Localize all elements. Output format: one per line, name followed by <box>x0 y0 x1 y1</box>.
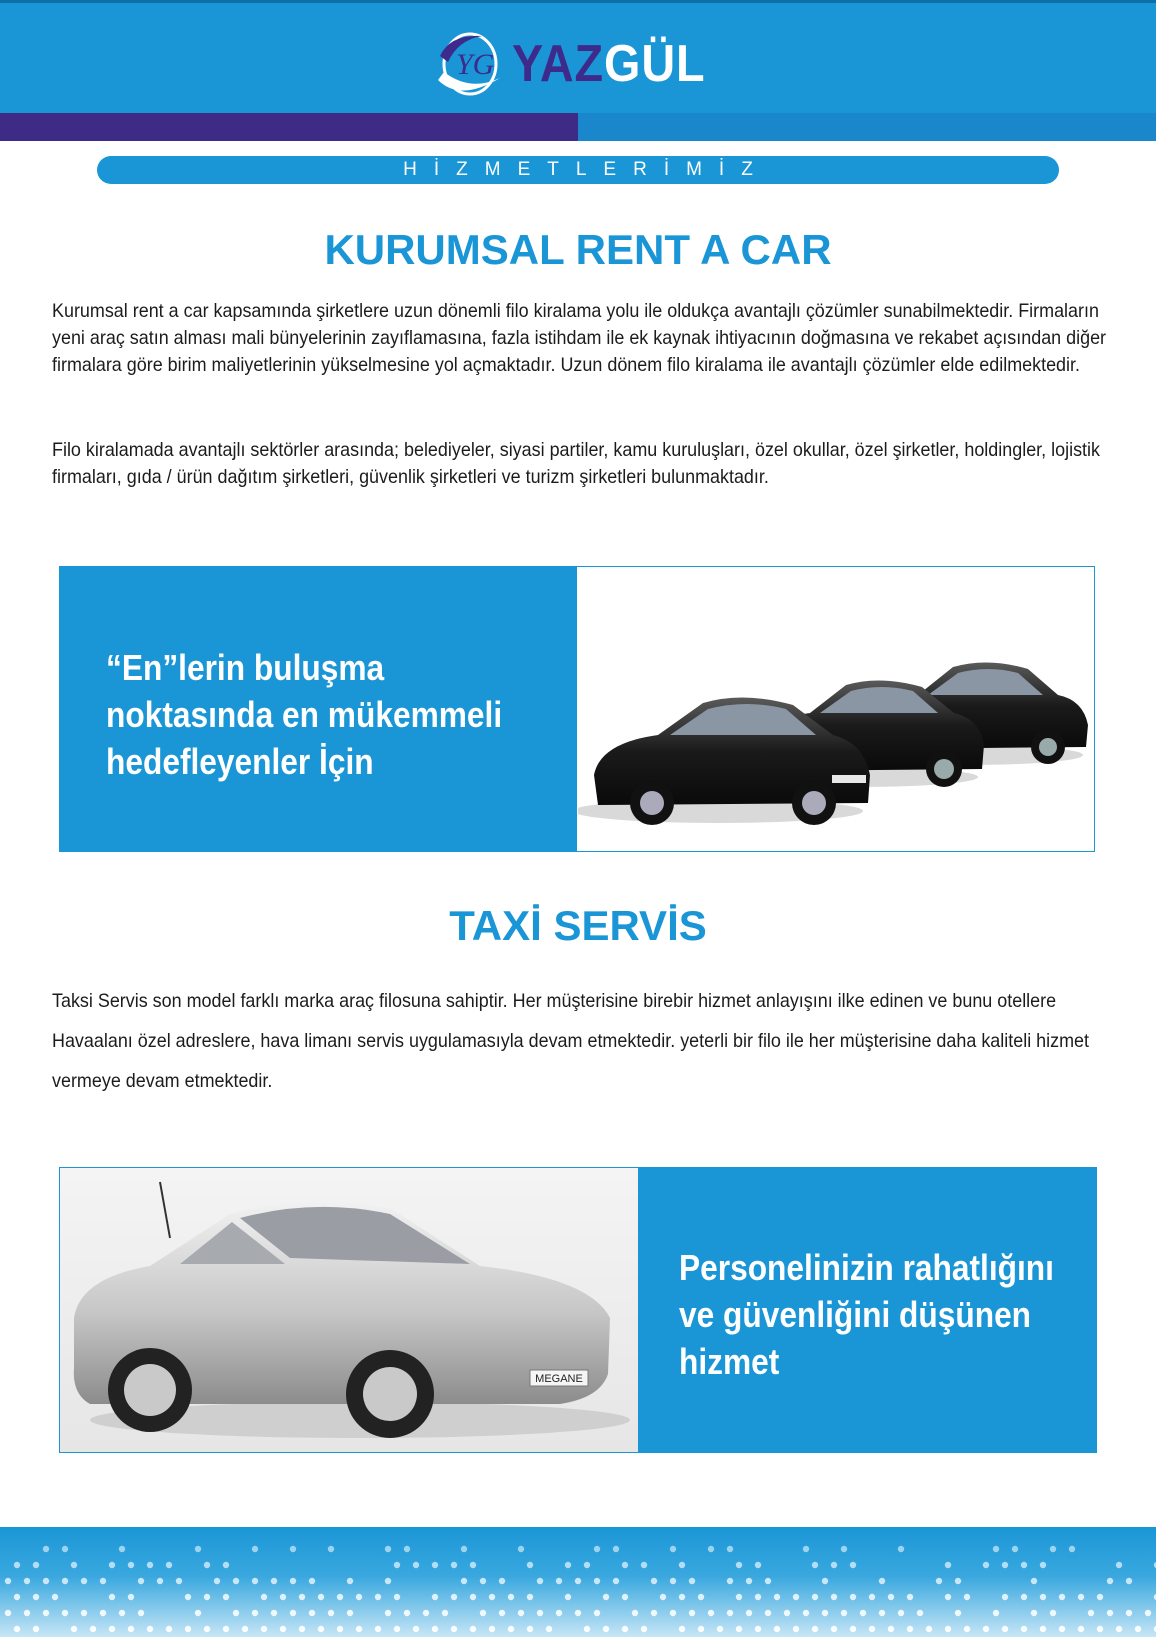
footer-dot <box>1107 1578 1113 1584</box>
footer-dot <box>945 1626 951 1632</box>
footer-dot <box>480 1578 486 1584</box>
footer-dot <box>347 1610 353 1616</box>
black-sedans-image <box>578 567 1095 851</box>
footer-dot <box>518 1546 524 1552</box>
footer-dot <box>499 1578 505 1584</box>
footer-dot <box>280 1626 286 1632</box>
footer-dot <box>727 1610 733 1616</box>
footer-dot <box>147 1626 153 1632</box>
footer-dot <box>955 1610 961 1616</box>
footer-dot <box>622 1562 628 1568</box>
footer-dot <box>1021 1562 1027 1568</box>
footer-dot <box>14 1562 20 1568</box>
footer-dot <box>869 1594 875 1600</box>
footer-dot <box>603 1626 609 1632</box>
services-banner <box>97 156 1059 184</box>
footer-dot <box>432 1594 438 1600</box>
footer-dot <box>109 1562 115 1568</box>
rent-promo-panel <box>59 566 577 852</box>
footer-dot <box>765 1610 771 1616</box>
footer-dot <box>898 1546 904 1552</box>
footer-dot <box>907 1626 913 1632</box>
footer-dot <box>432 1562 438 1568</box>
footer-dot <box>128 1626 134 1632</box>
footer-dot <box>185 1626 191 1632</box>
footer-dot <box>945 1594 951 1600</box>
footer-dot <box>62 1610 68 1616</box>
footer-dot <box>917 1610 923 1616</box>
rent-promo-line: hedefleyenler İçin <box>106 741 374 782</box>
footer-dot <box>176 1578 182 1584</box>
footer-dot <box>81 1578 87 1584</box>
footer-dot <box>708 1610 714 1616</box>
footer-dot <box>850 1626 856 1632</box>
footer-dot <box>784 1610 790 1616</box>
footer-dot <box>90 1626 96 1632</box>
footer-dot <box>812 1594 818 1600</box>
footer-dot <box>261 1626 267 1632</box>
footer-dot <box>1021 1594 1027 1600</box>
footer-dot <box>442 1610 448 1616</box>
footer-dot <box>33 1562 39 1568</box>
footer-dot <box>613 1578 619 1584</box>
footer-dot <box>736 1562 742 1568</box>
footer-dot <box>204 1626 210 1632</box>
footer-dot <box>622 1626 628 1632</box>
footer-dot <box>632 1610 638 1616</box>
rent-promo-box <box>59 566 1095 852</box>
footer-dot <box>765 1578 771 1584</box>
footer-dot <box>499 1610 505 1616</box>
footer-dot <box>841 1546 847 1552</box>
brand-name-yaz: YAZ <box>512 35 605 93</box>
footer-dot <box>926 1626 932 1632</box>
footer-dot <box>907 1594 913 1600</box>
silver-convertible-image <box>60 1168 638 1452</box>
footer-dot <box>556 1578 562 1584</box>
footer-dot <box>214 1578 220 1584</box>
footer-dot <box>1107 1610 1113 1616</box>
footer-dot <box>394 1626 400 1632</box>
footer-dot <box>204 1594 210 1600</box>
footer-dot <box>746 1610 752 1616</box>
footer-dot <box>1040 1594 1046 1600</box>
footer-dot <box>33 1594 39 1600</box>
footer-dot <box>328 1546 334 1552</box>
footer-dot <box>584 1626 590 1632</box>
footer-dot <box>736 1626 742 1632</box>
footer-dot <box>822 1578 828 1584</box>
footer-dot <box>850 1562 856 1568</box>
footer-dot <box>271 1610 277 1616</box>
logo-emblem-icon <box>430 28 510 100</box>
footer-dot <box>603 1594 609 1600</box>
footer-dot <box>100 1610 106 1616</box>
footer-dot <box>147 1562 153 1568</box>
footer-dot <box>812 1626 818 1632</box>
footer-dot <box>119 1610 125 1616</box>
footer-dot <box>24 1610 30 1616</box>
footer-dot <box>242 1626 248 1632</box>
footer-dot <box>850 1594 856 1600</box>
footer-dot <box>537 1578 543 1584</box>
footer-dot <box>1078 1626 1084 1632</box>
footer-dot <box>252 1610 258 1616</box>
footer-dot <box>983 1626 989 1632</box>
footer-dot <box>774 1594 780 1600</box>
footer-dot <box>337 1626 343 1632</box>
footer-dot <box>613 1546 619 1552</box>
footer-dot <box>33 1626 39 1632</box>
taxi-promo-line: Personelinizin rahatlığını <box>679 1247 1054 1288</box>
footer-dot <box>43 1610 49 1616</box>
footer-dot <box>1116 1562 1122 1568</box>
footer-dot <box>413 1562 419 1568</box>
footer-dot <box>679 1626 685 1632</box>
footer-dot <box>983 1562 989 1568</box>
footer-dot <box>413 1626 419 1632</box>
footer-dot <box>803 1546 809 1552</box>
footer-dot <box>945 1562 951 1568</box>
footer-dot <box>898 1610 904 1616</box>
footer-dot <box>860 1610 866 1616</box>
footer-dot <box>43 1578 49 1584</box>
footer-dot <box>774 1626 780 1632</box>
footer-dot <box>480 1610 486 1616</box>
footer-dot <box>1126 1610 1132 1616</box>
footer-dot <box>803 1610 809 1616</box>
footer-dot <box>318 1626 324 1632</box>
footer-dot <box>708 1546 714 1552</box>
footer-dot <box>955 1578 961 1584</box>
footer-dot <box>831 1594 837 1600</box>
footer-dot <box>727 1546 733 1552</box>
footer-dot <box>698 1594 704 1600</box>
footer-dot <box>185 1594 191 1600</box>
footer-dot <box>318 1594 324 1600</box>
footer-dot <box>508 1594 514 1600</box>
footer-dot <box>964 1626 970 1632</box>
footer-dot <box>1135 1626 1141 1632</box>
taxi-paragraph: Taksi Servis son model farklı marka araç filosuna sahiptir. Her müşterisine birebir hizmet anlayışını ilke edinen ve bunu otellere Havaalanı özel adreslere, hava limanı servis uygulamasıyla devam etmektedir. yeterli bir filo ile her müşterisine daha kaliteli hizmet vermeye devam etmektedir. <box>52 990 1090 1092</box>
footer-dot <box>252 1546 258 1552</box>
brand-name <box>512 34 706 94</box>
footer-dot <box>755 1562 761 1568</box>
footer-dot <box>641 1626 647 1632</box>
footer-dot <box>622 1594 628 1600</box>
footer-dot <box>204 1562 210 1568</box>
footer-dot <box>670 1546 676 1552</box>
rent-section-title: KURUMSAL RENT A CAR <box>324 226 832 273</box>
footer-dot <box>689 1578 695 1584</box>
footer-dot <box>1012 1546 1018 1552</box>
footer-dot <box>233 1578 239 1584</box>
footer-dot <box>347 1578 353 1584</box>
footer-dot <box>793 1626 799 1632</box>
taxi-promo-box <box>59 1167 1095 1453</box>
footer-dot <box>385 1578 391 1584</box>
footer-dot <box>1097 1626 1103 1632</box>
footer-dot <box>109 1594 115 1600</box>
footer-dot <box>841 1610 847 1616</box>
taxi-promo-line: hizmet <box>679 1341 780 1382</box>
services-banner-label: HİZMETLERİMİZ <box>403 159 770 180</box>
footer-dot <box>1059 1626 1065 1632</box>
footer-dot <box>584 1562 590 1568</box>
footer-dot <box>470 1626 476 1632</box>
footer-dot <box>470 1594 476 1600</box>
footer-dot <box>660 1594 666 1600</box>
footer-dot <box>233 1610 239 1616</box>
footer-dot <box>157 1578 163 1584</box>
footer-dots-decoration <box>0 1527 1156 1637</box>
footer-dot <box>223 1562 229 1568</box>
car-badge: MEGANE <box>535 1373 583 1385</box>
footer-dot <box>423 1610 429 1616</box>
footer-dot <box>698 1626 704 1632</box>
footer-dot <box>1031 1610 1037 1616</box>
footer-dot <box>5 1610 11 1616</box>
footer-dot <box>24 1578 30 1584</box>
footer-dot <box>822 1610 828 1616</box>
footer-dot <box>489 1626 495 1632</box>
footer-dot <box>831 1626 837 1632</box>
footer-dot <box>309 1610 315 1616</box>
header-top-line <box>0 0 1156 3</box>
footer-dot <box>356 1594 362 1600</box>
footer-dot <box>261 1594 267 1600</box>
footer-dot <box>527 1562 533 1568</box>
footer-dot <box>138 1578 144 1584</box>
footer-dot <box>109 1626 115 1632</box>
footer-dot <box>527 1594 533 1600</box>
footer-dot <box>5 1578 11 1584</box>
footer-dot <box>670 1610 676 1616</box>
footer-dot <box>812 1562 818 1568</box>
footer-dot <box>1050 1546 1056 1552</box>
footer-dot <box>62 1546 68 1552</box>
footer-dot <box>888 1626 894 1632</box>
footer-dot <box>309 1578 315 1584</box>
header-banner <box>0 0 1156 113</box>
footer-dot <box>869 1626 875 1632</box>
rent-promo-line: noktasında en mükemmeli <box>106 694 503 735</box>
brand-name-gul: GÜL <box>604 35 706 93</box>
footer-dot <box>1021 1626 1027 1632</box>
footer-dot <box>575 1610 581 1616</box>
footer-dot <box>1126 1578 1132 1584</box>
footer-dot <box>166 1626 172 1632</box>
brand-logo <box>430 28 727 100</box>
footer-dot <box>299 1626 305 1632</box>
footer-dot <box>755 1626 761 1632</box>
footer-dot <box>71 1562 77 1568</box>
footer-dot <box>993 1546 999 1552</box>
footer-dot <box>62 1578 68 1584</box>
footer-dot <box>527 1626 533 1632</box>
footer-dot <box>252 1578 258 1584</box>
footer-dot <box>964 1594 970 1600</box>
footer-dot <box>81 1610 87 1616</box>
footer-dot <box>100 1578 106 1584</box>
footer-dot <box>14 1594 20 1600</box>
footer-dot <box>1040 1562 1046 1568</box>
footer-dot <box>594 1578 600 1584</box>
footer-dot <box>1069 1546 1075 1552</box>
footer-dot <box>1059 1594 1065 1600</box>
footer-dot <box>223 1594 229 1600</box>
footer-dot <box>641 1562 647 1568</box>
footer-dot <box>385 1610 391 1616</box>
footer-dot <box>375 1594 381 1600</box>
footer-dot <box>404 1610 410 1616</box>
footer-dot <box>138 1610 144 1616</box>
footer-dot <box>717 1626 723 1632</box>
footer-dot <box>736 1594 742 1600</box>
taxi-promo-text <box>679 1244 1101 1385</box>
footer-dot <box>1031 1578 1037 1584</box>
footer-dot <box>394 1562 400 1568</box>
svg-text:YG: YG <box>456 48 495 81</box>
footer-dot <box>879 1610 885 1616</box>
footer-dot <box>727 1578 733 1584</box>
footer-dot <box>1116 1626 1122 1632</box>
footer-dot <box>556 1610 562 1616</box>
footer-dot <box>195 1546 201 1552</box>
footer-dot <box>1002 1562 1008 1568</box>
taxi-promo-panel <box>638 1167 1097 1453</box>
footer-dot <box>1078 1594 1084 1600</box>
footer-dot <box>337 1594 343 1600</box>
footer-dot <box>1097 1594 1103 1600</box>
footer-dot <box>936 1578 942 1584</box>
footer-dot <box>594 1546 600 1552</box>
rent-promo-text <box>106 644 528 785</box>
footer-dot <box>1040 1626 1046 1632</box>
footer-dot-pattern <box>0 1527 1156 1637</box>
footer-dot <box>119 1546 125 1552</box>
footer-dot <box>993 1610 999 1616</box>
footer-dot <box>518 1610 524 1616</box>
footer-dot <box>328 1610 334 1616</box>
footer-dot <box>394 1594 400 1600</box>
footer-dot <box>575 1578 581 1584</box>
footer-dot <box>195 1610 201 1616</box>
footer-dot <box>356 1626 362 1632</box>
footer-dot <box>470 1562 476 1568</box>
rent-promo-line: “En”lerin buluşma <box>106 647 385 688</box>
footer-dot <box>404 1546 410 1552</box>
footer-dot <box>271 1578 277 1584</box>
footer-dot <box>1088 1610 1094 1616</box>
footer-dot <box>223 1626 229 1632</box>
footer-dot <box>451 1594 457 1600</box>
footer-dot <box>594 1610 600 1616</box>
footer-dot <box>879 1578 885 1584</box>
header-band-purple <box>0 113 578 141</box>
footer-dot <box>1002 1626 1008 1632</box>
footer-dot <box>71 1626 77 1632</box>
footer-dot <box>565 1594 571 1600</box>
footer-dot <box>1050 1610 1056 1616</box>
footer-dot <box>689 1610 695 1616</box>
taxi-promo-line: ve güvenliğini düşünen <box>679 1294 1032 1335</box>
footer-dot <box>508 1626 514 1632</box>
footer-dot <box>451 1626 457 1632</box>
footer-dot <box>461 1546 467 1552</box>
footer-dot <box>679 1594 685 1600</box>
footer-dot <box>651 1578 657 1584</box>
footer-dot <box>679 1562 685 1568</box>
rent-paragraph-1: Kurumsal rent a car kapsamında şirketlere uzun dönemli filo kiralama yolu ile oldukça avantajlı çözümler sunabilmektedir. Firmaların yeni araç satın alması mali bünyelerinin zayıflamasına, fazla istihdam ile ek kaynak ihtiyacının doğmasına ve rekabet açısından diğer firmalara göre birim maliyetlerinin yükselmesine yol açmaktadır. Uzun dönem filo kiralama ile avantajlı çözümler elde edilmektedir. <box>52 300 1107 376</box>
taxi-section-title: TAXİ SERVİS <box>449 902 707 949</box>
footer-dot <box>565 1562 571 1568</box>
footer-dot <box>290 1610 296 1616</box>
footer-dot <box>670 1578 676 1584</box>
footer-dot <box>128 1594 134 1600</box>
footer-dot <box>793 1594 799 1600</box>
footer-dot <box>746 1578 752 1584</box>
footer-dot <box>290 1578 296 1584</box>
footer-dot <box>888 1594 894 1600</box>
footer-dot <box>651 1610 657 1616</box>
footer-dot <box>546 1626 552 1632</box>
footer-dot <box>299 1594 305 1600</box>
footer-dot <box>451 1562 457 1568</box>
footer-dot <box>52 1594 58 1600</box>
footer-dot <box>128 1562 134 1568</box>
footer-dot <box>290 1546 296 1552</box>
footer-dot <box>1145 1610 1151 1616</box>
footer-dot <box>385 1546 391 1552</box>
footer-dot <box>1002 1594 1008 1600</box>
footer-dot <box>537 1610 543 1616</box>
footer-dot <box>831 1562 837 1568</box>
footer-dot <box>43 1546 49 1552</box>
footer-dot <box>461 1578 467 1584</box>
header-band-blue <box>578 113 1156 141</box>
rent-paragraph-2: Filo kiralamada avantajlı sektörler arasında; belediyeler, siyasi partiler, kamu kuruluşları, özel okullar, özel şirketler, holdingler, lojistik firmaları, gıda / ürün dağıtım şirketleri, güvenlik şirketleri ve turizm şirketleri bulunmaktadır. <box>52 439 1100 488</box>
footer-dot <box>755 1594 761 1600</box>
footer-dot <box>489 1594 495 1600</box>
footer-dot <box>14 1626 20 1632</box>
footer-dot <box>280 1594 286 1600</box>
footer-dot <box>432 1626 438 1632</box>
footer-dot <box>166 1562 172 1568</box>
footer-dot <box>375 1626 381 1632</box>
